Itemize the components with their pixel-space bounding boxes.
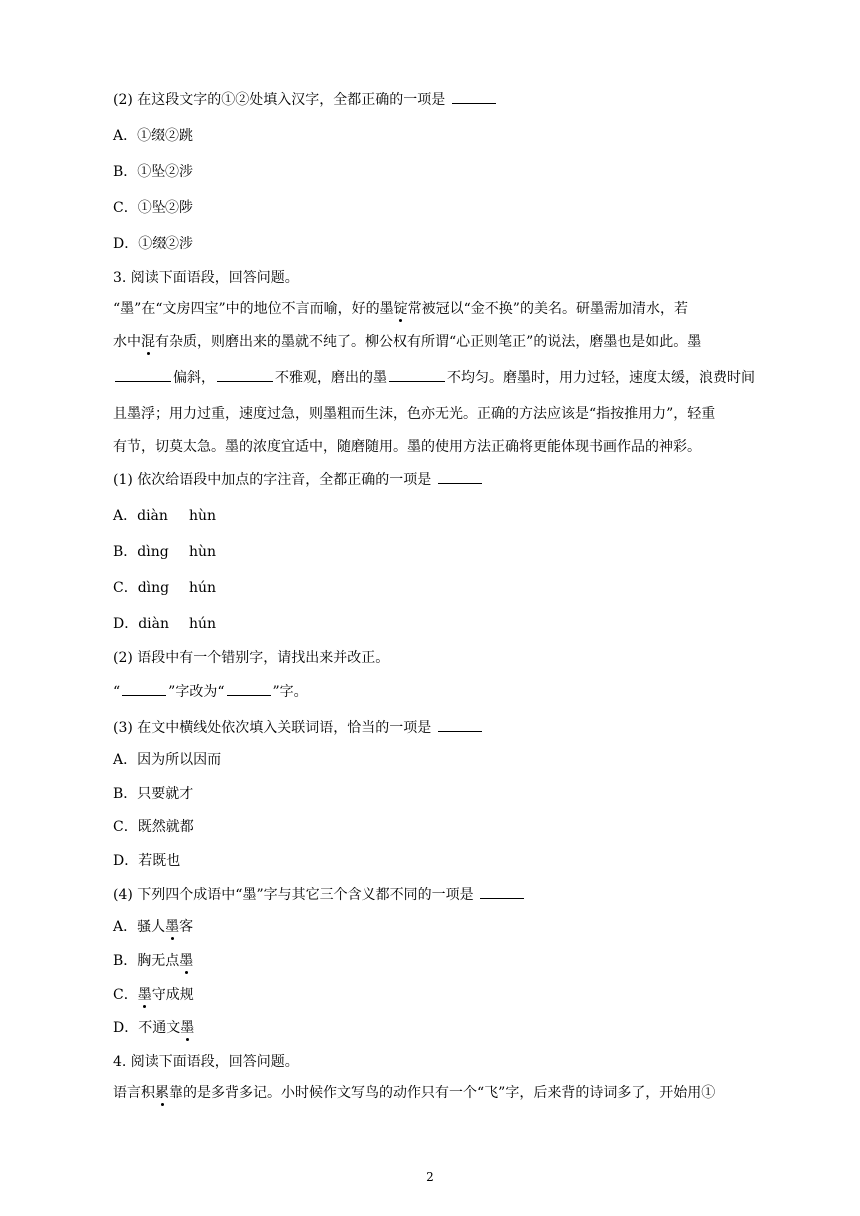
option-b: B．①坠②涉 (113, 164, 193, 180)
option-b: B．只要就才 (113, 786, 194, 802)
passage-line: 且墨浮；用力过重，速度过急，则墨粗而生沫，色亦无光。正确的方法应该是“指按推用力”，轻重 (113, 406, 716, 422)
passage-line: 语言积累靠的是多背多记。小时候作文写鸟的动作只有一个“飞”字，后来背的诗词多了，开始用① (113, 1085, 716, 1101)
dotted-char: 累 (155, 1085, 169, 1101)
option-b: B．胸无点墨 (113, 953, 194, 969)
answer-blank[interactable] (480, 886, 524, 899)
option-c: C．dìng hún (113, 580, 217, 596)
option-a: A．①缀②跳 (113, 128, 193, 144)
dotted-char: 墨 (180, 1020, 195, 1036)
dotted-char: 锭 (393, 301, 408, 317)
option-b: B．dìng hùn (113, 544, 217, 560)
option-a: A．diàn hùn (113, 508, 217, 524)
dotted-char: 墨 (179, 953, 194, 969)
wrong-char-blank[interactable] (122, 683, 166, 696)
page-number: 2 (426, 1170, 434, 1184)
question-stem: (2) 在这段文字的①②处填入汉字，全都正确的一项是 (113, 91, 498, 109)
option-d: D．不通文墨 (113, 1020, 195, 1036)
option-a: A．因为所以因而 (113, 752, 222, 768)
option-c: C．墨守成规 (113, 987, 194, 1003)
question-stem: (2) 语段中有一个错别字，请找出来并改正。 (113, 650, 390, 666)
answer-blank[interactable] (452, 91, 496, 104)
fill-blank[interactable] (217, 369, 273, 382)
question-header: 3. 阅读下面语段，回答问题。 (113, 270, 299, 286)
option-c: C．既然就都 (113, 819, 194, 835)
passage-line: 水中混有杂质，则磨出来的墨就不纯了。柳公权有所谓“心正则笔正”的说法，磨墨也是如此。墨 (113, 334, 702, 350)
question-stem: (4) 下列四个成语中“墨”字与其它三个含义都不同的一项是 (113, 886, 526, 904)
dotted-char: 混 (141, 334, 155, 350)
answer-blank[interactable] (438, 471, 482, 484)
passage-line: 有节，切莫太急。墨的浓度宜适中，随磨随用。墨的使用方法正确将更能体现书画作品的神彩。 (113, 439, 701, 455)
answer-blank[interactable] (438, 719, 482, 732)
passage-line: 偏斜， 不雅观，磨出的墨 不均匀。磨墨时，用力过轻，速度太缓，浪费时间 (113, 369, 783, 387)
dotted-char: 墨 (137, 987, 152, 1003)
fill-blank[interactable] (389, 369, 445, 382)
answer-line: “ ”字改为“ ”字。 (113, 684, 308, 700)
option-d: D．diàn hún (113, 616, 217, 632)
question-header: 4. 阅读下面语段，回答问题。 (113, 1054, 299, 1070)
passage-line: “墨”在“文房四宝”中的地位不言而喻，好的墨锭常被冠以“金不换”的美名。研墨需加清水，若 (113, 301, 688, 317)
correct-char-blank[interactable] (227, 683, 271, 696)
fill-blank[interactable] (115, 369, 171, 382)
option-d: D．若既也 (113, 853, 181, 869)
dotted-char: 墨 (165, 919, 180, 935)
question-stem: (1) 依次给语段中加点的字注音，全都正确的一项是 (113, 471, 484, 489)
question-stem: (3) 在文中横线处依次填入关联词语，恰当的一项是 (113, 719, 484, 737)
option-c: C．①坠②陟 (113, 200, 193, 216)
option-a: A．骚人墨客 (113, 919, 194, 935)
option-d: D．①缀②涉 (113, 236, 193, 252)
